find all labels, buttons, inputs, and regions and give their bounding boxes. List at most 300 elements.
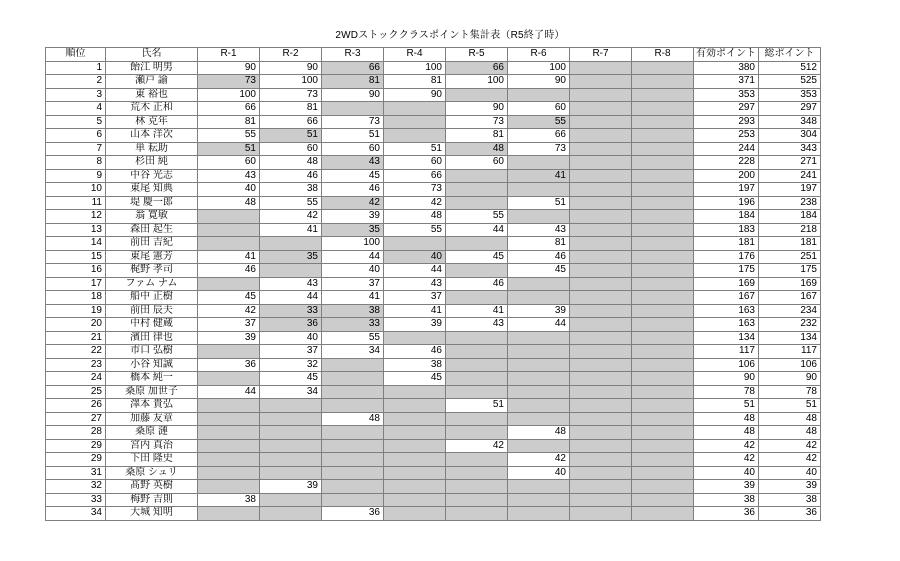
round-2-cell: 44 bbox=[260, 291, 322, 305]
round-2-cell: 34 bbox=[260, 385, 322, 399]
round-7-cell bbox=[570, 372, 632, 386]
name-cell: 林 克年 bbox=[106, 115, 198, 129]
round-5-cell bbox=[446, 196, 508, 210]
round-5-cell: 73 bbox=[446, 115, 508, 129]
table-row bbox=[46, 210, 821, 224]
round-4-cell bbox=[384, 453, 446, 467]
round-7-cell bbox=[570, 169, 632, 183]
total-points-cell: 38 bbox=[759, 493, 821, 507]
round-4-cell: 55 bbox=[384, 223, 446, 237]
total-points-cell: 36 bbox=[759, 507, 821, 521]
table-row bbox=[46, 75, 821, 89]
round-1-cell bbox=[198, 426, 260, 440]
round-8-cell bbox=[632, 399, 694, 413]
round-8-cell bbox=[632, 318, 694, 332]
name-cell: 梅野 吉則 bbox=[106, 493, 198, 507]
round-8-cell bbox=[632, 345, 694, 359]
round-3-cell bbox=[322, 453, 384, 467]
round-7-cell bbox=[570, 88, 632, 102]
effective-points-cell: 184 bbox=[694, 210, 759, 224]
round-1-cell bbox=[198, 210, 260, 224]
round-5-cell bbox=[446, 237, 508, 251]
total-points-cell: 167 bbox=[759, 291, 821, 305]
round-2-cell bbox=[260, 399, 322, 413]
header-total-points: 総ポイント bbox=[759, 48, 821, 62]
round-2-cell: 36 bbox=[260, 318, 322, 332]
round-5-cell: 55 bbox=[446, 210, 508, 224]
effective-points-cell: 106 bbox=[694, 358, 759, 372]
round-8-cell bbox=[632, 142, 694, 156]
round-3-cell bbox=[322, 385, 384, 399]
total-points-cell: 241 bbox=[759, 169, 821, 183]
round-2-cell: 35 bbox=[260, 250, 322, 264]
table-row bbox=[46, 480, 821, 494]
table-row bbox=[46, 507, 821, 521]
round-4-cell bbox=[384, 493, 446, 507]
rank-cell: 8 bbox=[46, 156, 106, 170]
round-3-cell: 38 bbox=[322, 304, 384, 318]
name-cell: 髙野 英樹 bbox=[106, 480, 198, 494]
round-3-cell bbox=[322, 102, 384, 116]
page-title: 2WDストッククラスポイント集計表（R5終了時） bbox=[335, 30, 565, 41]
round-8-cell bbox=[632, 453, 694, 467]
round-5-cell bbox=[446, 183, 508, 197]
round-6-cell: 42 bbox=[508, 453, 570, 467]
rank-cell: 2 bbox=[46, 75, 106, 89]
effective-points-cell: 169 bbox=[694, 277, 759, 291]
table-row bbox=[46, 196, 821, 210]
header-rank: 順位 bbox=[46, 48, 106, 62]
round-4-cell bbox=[384, 439, 446, 453]
name-cell: 濱田 律也 bbox=[106, 331, 198, 345]
table-row bbox=[46, 277, 821, 291]
name-cell: 下田 隆史 bbox=[106, 453, 198, 467]
round-7-cell bbox=[570, 61, 632, 75]
rank-cell: 34 bbox=[46, 507, 106, 521]
effective-points-cell: 134 bbox=[694, 331, 759, 345]
effective-points-cell: 40 bbox=[694, 466, 759, 480]
round-1-cell bbox=[198, 223, 260, 237]
effective-points-cell: 175 bbox=[694, 264, 759, 278]
rank-cell: 29 bbox=[46, 453, 106, 467]
round-3-cell bbox=[322, 399, 384, 413]
round-3-cell: 35 bbox=[322, 223, 384, 237]
round-1-cell: 37 bbox=[198, 318, 260, 332]
rank-cell: 31 bbox=[46, 466, 106, 480]
total-points-cell: 78 bbox=[759, 385, 821, 399]
round-2-cell bbox=[260, 264, 322, 278]
round-6-cell bbox=[508, 210, 570, 224]
round-2-cell: 81 bbox=[260, 102, 322, 116]
round-6-cell bbox=[508, 372, 570, 386]
round-7-cell bbox=[570, 493, 632, 507]
round-7-cell bbox=[570, 318, 632, 332]
total-points-cell: 40 bbox=[759, 466, 821, 480]
header-r2: R-2 bbox=[260, 48, 322, 62]
table-row bbox=[46, 331, 821, 345]
round-6-cell: 51 bbox=[508, 196, 570, 210]
round-5-cell: 66 bbox=[446, 61, 508, 75]
round-1-cell bbox=[198, 399, 260, 413]
round-5-cell: 90 bbox=[446, 102, 508, 116]
round-8-cell bbox=[632, 331, 694, 345]
total-points-cell: 525 bbox=[759, 75, 821, 89]
round-2-cell bbox=[260, 412, 322, 426]
round-2-cell bbox=[260, 426, 322, 440]
rank-cell: 32 bbox=[46, 480, 106, 494]
round-7-cell bbox=[570, 507, 632, 521]
round-7-cell bbox=[570, 426, 632, 440]
round-5-cell: 51 bbox=[446, 399, 508, 413]
round-2-cell: 33 bbox=[260, 304, 322, 318]
effective-points-cell: 78 bbox=[694, 385, 759, 399]
round-6-cell bbox=[508, 358, 570, 372]
total-points-cell: 304 bbox=[759, 129, 821, 143]
table-row bbox=[46, 169, 821, 183]
round-3-cell: 55 bbox=[322, 331, 384, 345]
table-row bbox=[46, 345, 821, 359]
round-8-cell bbox=[632, 196, 694, 210]
round-1-cell: 36 bbox=[198, 358, 260, 372]
round-3-cell bbox=[322, 426, 384, 440]
round-5-cell: 44 bbox=[446, 223, 508, 237]
round-8-cell bbox=[632, 304, 694, 318]
round-1-cell: 66 bbox=[198, 102, 260, 116]
name-cell: 瀬戸 諭 bbox=[106, 75, 198, 89]
name-cell: 前田 辰夫 bbox=[106, 304, 198, 318]
total-points-cell: 51 bbox=[759, 399, 821, 413]
name-cell: 橋本 純一 bbox=[106, 372, 198, 386]
round-3-cell bbox=[322, 480, 384, 494]
table-header-row bbox=[46, 48, 821, 62]
round-6-cell bbox=[508, 291, 570, 305]
round-3-cell: 34 bbox=[322, 345, 384, 359]
round-6-cell: 100 bbox=[508, 61, 570, 75]
round-1-cell: 55 bbox=[198, 129, 260, 143]
name-cell: 堤 慶一郎 bbox=[106, 196, 198, 210]
effective-points-cell: 163 bbox=[694, 318, 759, 332]
table-row bbox=[46, 250, 821, 264]
rank-cell: 28 bbox=[46, 426, 106, 440]
round-2-cell: 37 bbox=[260, 345, 322, 359]
round-5-cell bbox=[446, 412, 508, 426]
total-points-cell: 106 bbox=[759, 358, 821, 372]
round-3-cell: 46 bbox=[322, 183, 384, 197]
round-8-cell bbox=[632, 129, 694, 143]
round-8-cell bbox=[632, 466, 694, 480]
table-row bbox=[46, 291, 821, 305]
round-6-cell: 44 bbox=[508, 318, 570, 332]
table-row bbox=[46, 156, 821, 170]
effective-points-cell: 36 bbox=[694, 507, 759, 521]
round-4-cell: 46 bbox=[384, 345, 446, 359]
round-7-cell bbox=[570, 480, 632, 494]
round-8-cell bbox=[632, 480, 694, 494]
round-5-cell: 48 bbox=[446, 142, 508, 156]
round-3-cell: 36 bbox=[322, 507, 384, 521]
total-points-cell: 39 bbox=[759, 480, 821, 494]
round-8-cell bbox=[632, 237, 694, 251]
round-3-cell: 90 bbox=[322, 88, 384, 102]
round-8-cell bbox=[632, 210, 694, 224]
round-6-cell: 60 bbox=[508, 102, 570, 116]
header-r8: R-8 bbox=[632, 48, 694, 62]
total-points-cell: 271 bbox=[759, 156, 821, 170]
round-1-cell: 46 bbox=[198, 264, 260, 278]
round-4-cell: 60 bbox=[384, 156, 446, 170]
round-1-cell bbox=[198, 277, 260, 291]
table-row bbox=[46, 264, 821, 278]
effective-points-cell: 293 bbox=[694, 115, 759, 129]
total-points-cell: 197 bbox=[759, 183, 821, 197]
rank-cell: 6 bbox=[46, 129, 106, 143]
round-7-cell bbox=[570, 129, 632, 143]
rank-cell: 3 bbox=[46, 88, 106, 102]
round-8-cell bbox=[632, 169, 694, 183]
round-8-cell bbox=[632, 439, 694, 453]
round-7-cell bbox=[570, 385, 632, 399]
round-8-cell bbox=[632, 75, 694, 89]
header-r1: R-1 bbox=[198, 48, 260, 62]
round-5-cell bbox=[446, 480, 508, 494]
name-cell: 小谷 知誠 bbox=[106, 358, 198, 372]
rank-cell: 14 bbox=[46, 237, 106, 251]
rank-cell: 21 bbox=[46, 331, 106, 345]
header-r7: R-7 bbox=[570, 48, 632, 62]
table-row bbox=[46, 399, 821, 413]
table-row bbox=[46, 358, 821, 372]
round-6-cell: 41 bbox=[508, 169, 570, 183]
total-points-cell: 512 bbox=[759, 61, 821, 75]
effective-points-cell: 42 bbox=[694, 453, 759, 467]
round-2-cell: 90 bbox=[260, 61, 322, 75]
rank-cell: 1 bbox=[46, 61, 106, 75]
total-points-cell: 232 bbox=[759, 318, 821, 332]
name-cell: 中谷 光志 bbox=[106, 169, 198, 183]
round-3-cell: 73 bbox=[322, 115, 384, 129]
round-6-cell: 66 bbox=[508, 129, 570, 143]
round-4-cell bbox=[384, 385, 446, 399]
name-cell: 船中 正樹 bbox=[106, 291, 198, 305]
name-cell: 山本 洋次 bbox=[106, 129, 198, 143]
round-7-cell bbox=[570, 115, 632, 129]
round-4-cell bbox=[384, 129, 446, 143]
round-3-cell: 100 bbox=[322, 237, 384, 251]
name-cell: ファム ナム bbox=[106, 277, 198, 291]
round-2-cell: 41 bbox=[260, 223, 322, 237]
round-5-cell bbox=[446, 169, 508, 183]
round-1-cell bbox=[198, 507, 260, 521]
rank-cell: 16 bbox=[46, 264, 106, 278]
rank-cell: 7 bbox=[46, 142, 106, 156]
name-cell: 森田 起生 bbox=[106, 223, 198, 237]
round-3-cell: 44 bbox=[322, 250, 384, 264]
effective-points-cell: 117 bbox=[694, 345, 759, 359]
rank-cell: 9 bbox=[46, 169, 106, 183]
table-row bbox=[46, 385, 821, 399]
round-4-cell: 38 bbox=[384, 358, 446, 372]
round-8-cell bbox=[632, 493, 694, 507]
round-3-cell: 33 bbox=[322, 318, 384, 332]
round-8-cell bbox=[632, 156, 694, 170]
round-3-cell: 40 bbox=[322, 264, 384, 278]
round-6-cell bbox=[508, 399, 570, 413]
round-6-cell bbox=[508, 345, 570, 359]
effective-points-cell: 48 bbox=[694, 412, 759, 426]
round-6-cell bbox=[508, 412, 570, 426]
rank-cell: 12 bbox=[46, 210, 106, 224]
name-cell: 東尾 知典 bbox=[106, 183, 198, 197]
round-4-cell: 41 bbox=[384, 304, 446, 318]
round-1-cell bbox=[198, 237, 260, 251]
round-2-cell: 43 bbox=[260, 277, 322, 291]
round-2-cell: 42 bbox=[260, 210, 322, 224]
round-2-cell bbox=[260, 507, 322, 521]
round-7-cell bbox=[570, 210, 632, 224]
rank-cell: 19 bbox=[46, 304, 106, 318]
round-6-cell bbox=[508, 156, 570, 170]
effective-points-cell: 196 bbox=[694, 196, 759, 210]
round-7-cell bbox=[570, 264, 632, 278]
round-1-cell bbox=[198, 345, 260, 359]
round-2-cell: 51 bbox=[260, 129, 322, 143]
round-6-cell bbox=[508, 331, 570, 345]
round-7-cell bbox=[570, 183, 632, 197]
round-1-cell bbox=[198, 439, 260, 453]
effective-points-cell: 163 bbox=[694, 304, 759, 318]
rank-cell: 4 bbox=[46, 102, 106, 116]
name-cell: 加藤 友章 bbox=[106, 412, 198, 426]
round-1-cell bbox=[198, 466, 260, 480]
round-3-cell: 60 bbox=[322, 142, 384, 156]
round-7-cell bbox=[570, 358, 632, 372]
round-5-cell: 46 bbox=[446, 277, 508, 291]
rank-cell: 24 bbox=[46, 372, 106, 386]
round-8-cell bbox=[632, 507, 694, 521]
round-2-cell bbox=[260, 493, 322, 507]
effective-points-cell: 176 bbox=[694, 250, 759, 264]
round-2-cell: 73 bbox=[260, 88, 322, 102]
name-cell: 桑原 シュリ bbox=[106, 466, 198, 480]
rank-cell: 29 bbox=[46, 439, 106, 453]
round-8-cell bbox=[632, 385, 694, 399]
round-4-cell bbox=[384, 115, 446, 129]
round-5-cell bbox=[446, 453, 508, 467]
header-r5: R-5 bbox=[446, 48, 508, 62]
table-row bbox=[46, 426, 821, 440]
total-points-cell: 134 bbox=[759, 331, 821, 345]
round-7-cell bbox=[570, 304, 632, 318]
round-1-cell: 81 bbox=[198, 115, 260, 129]
round-3-cell bbox=[322, 358, 384, 372]
round-2-cell bbox=[260, 439, 322, 453]
table-row bbox=[46, 102, 821, 116]
total-points-cell: 238 bbox=[759, 196, 821, 210]
rank-cell: 25 bbox=[46, 385, 106, 399]
round-7-cell bbox=[570, 223, 632, 237]
name-cell: 澤本 貴弘 bbox=[106, 399, 198, 413]
effective-points-cell: 353 bbox=[694, 88, 759, 102]
rank-cell: 20 bbox=[46, 318, 106, 332]
round-3-cell: 48 bbox=[322, 412, 384, 426]
round-7-cell bbox=[570, 277, 632, 291]
round-8-cell bbox=[632, 88, 694, 102]
round-3-cell: 81 bbox=[322, 75, 384, 89]
round-2-cell: 40 bbox=[260, 331, 322, 345]
round-6-cell bbox=[508, 493, 570, 507]
round-7-cell bbox=[570, 453, 632, 467]
round-4-cell: 43 bbox=[384, 277, 446, 291]
round-6-cell bbox=[508, 385, 570, 399]
effective-points-cell: 228 bbox=[694, 156, 759, 170]
name-cell: 中村 健蔵 bbox=[106, 318, 198, 332]
round-8-cell bbox=[632, 223, 694, 237]
rank-cell: 13 bbox=[46, 223, 106, 237]
round-6-cell bbox=[508, 88, 570, 102]
effective-points-cell: 183 bbox=[694, 223, 759, 237]
round-6-cell: 45 bbox=[508, 264, 570, 278]
round-5-cell bbox=[446, 345, 508, 359]
round-7-cell bbox=[570, 439, 632, 453]
round-2-cell: 60 bbox=[260, 142, 322, 156]
table-row bbox=[46, 88, 821, 102]
round-2-cell bbox=[260, 453, 322, 467]
total-points-cell: 90 bbox=[759, 372, 821, 386]
rank-cell: 23 bbox=[46, 358, 106, 372]
name-cell: 桑原 加世子 bbox=[106, 385, 198, 399]
round-1-cell: 40 bbox=[198, 183, 260, 197]
table-row bbox=[46, 318, 821, 332]
round-7-cell bbox=[570, 412, 632, 426]
total-points-cell: 234 bbox=[759, 304, 821, 318]
round-4-cell bbox=[384, 507, 446, 521]
effective-points-cell: 181 bbox=[694, 237, 759, 251]
round-3-cell: 37 bbox=[322, 277, 384, 291]
table-row bbox=[46, 223, 821, 237]
name-cell: 宮内 真治 bbox=[106, 439, 198, 453]
round-4-cell bbox=[384, 102, 446, 116]
round-2-cell: 66 bbox=[260, 115, 322, 129]
round-3-cell: 43 bbox=[322, 156, 384, 170]
round-3-cell bbox=[322, 439, 384, 453]
round-5-cell bbox=[446, 493, 508, 507]
name-cell: 飴江 明男 bbox=[106, 61, 198, 75]
effective-points-cell: 253 bbox=[694, 129, 759, 143]
rank-cell: 27 bbox=[46, 412, 106, 426]
round-5-cell: 42 bbox=[446, 439, 508, 453]
effective-points-cell: 42 bbox=[694, 439, 759, 453]
name-cell: 翁 寛敏 bbox=[106, 210, 198, 224]
rank-cell: 11 bbox=[46, 196, 106, 210]
round-4-cell bbox=[384, 399, 446, 413]
round-1-cell: 45 bbox=[198, 291, 260, 305]
table-row bbox=[46, 142, 821, 156]
round-7-cell bbox=[570, 250, 632, 264]
round-1-cell: 42 bbox=[198, 304, 260, 318]
round-5-cell: 60 bbox=[446, 156, 508, 170]
round-1-cell: 41 bbox=[198, 250, 260, 264]
round-7-cell bbox=[570, 345, 632, 359]
round-7-cell bbox=[570, 331, 632, 345]
round-5-cell bbox=[446, 466, 508, 480]
effective-points-cell: 200 bbox=[694, 169, 759, 183]
rank-cell: 26 bbox=[46, 399, 106, 413]
effective-points-cell: 51 bbox=[694, 399, 759, 413]
round-8-cell bbox=[632, 291, 694, 305]
round-6-cell: 73 bbox=[508, 142, 570, 156]
round-2-cell: 45 bbox=[260, 372, 322, 386]
effective-points-cell: 197 bbox=[694, 183, 759, 197]
